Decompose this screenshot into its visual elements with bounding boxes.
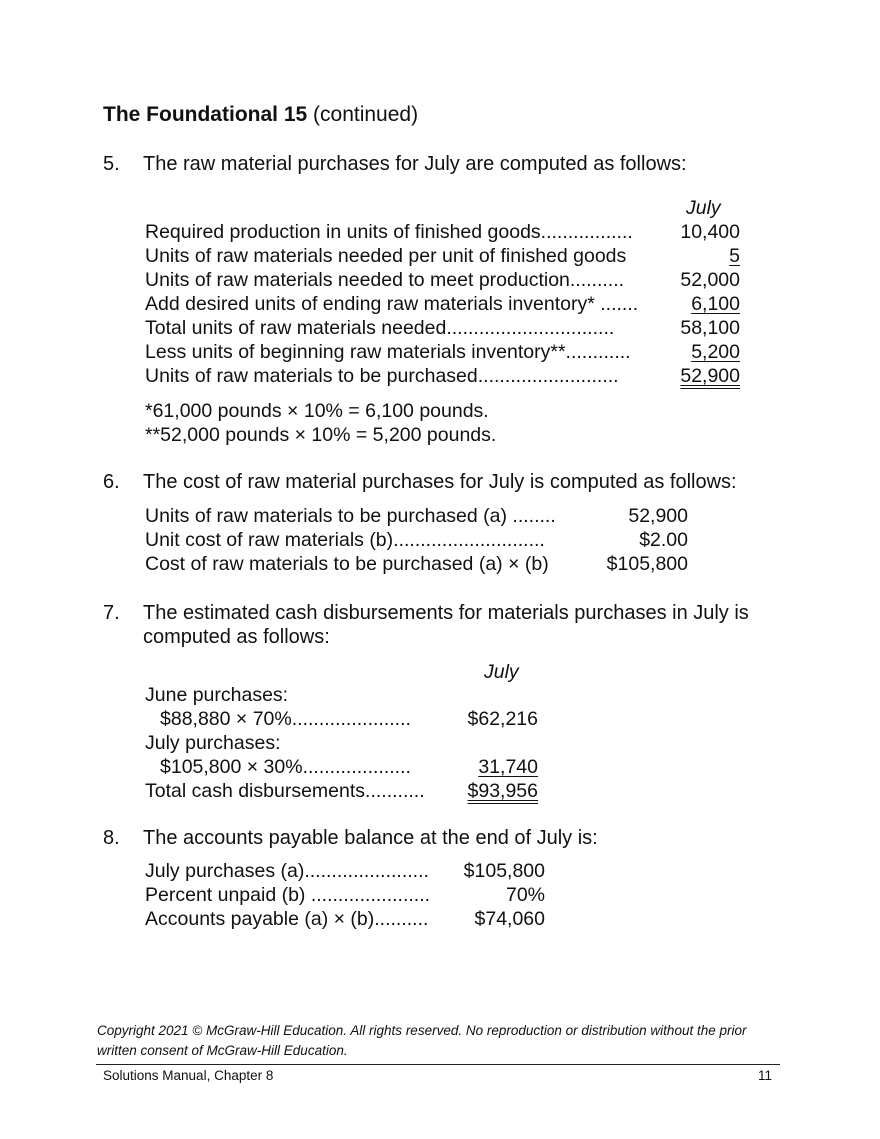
q6-table bbox=[145, 504, 690, 576]
q7-column-header: July bbox=[484, 661, 519, 683]
table-row bbox=[145, 316, 745, 340]
row-label: Unit cost of raw materials (b)............................ bbox=[145, 529, 545, 551]
table-row bbox=[145, 340, 745, 364]
q5-table bbox=[145, 220, 745, 388]
row-label: Units of raw materials needed per unit of finished goods bbox=[145, 245, 627, 267]
table-row bbox=[145, 779, 540, 803]
row-value: 70% bbox=[505, 884, 545, 906]
q6-number: 6. bbox=[103, 471, 120, 493]
q5-note-1: *61,000 pounds × 10% = 6,100 pounds. bbox=[145, 400, 489, 422]
table-row bbox=[145, 883, 547, 907]
row-label: Required production in units of finished goods................. bbox=[145, 221, 633, 243]
row-value: $105,800 bbox=[606, 553, 688, 575]
row-value: 52,900 bbox=[628, 505, 688, 527]
q8-table bbox=[145, 859, 547, 931]
row-label: $105,800 × 30%.................... bbox=[160, 756, 411, 778]
row-value: $62,216 bbox=[467, 708, 538, 730]
row-label: Percent unpaid (b) ...................... bbox=[145, 884, 431, 906]
table-row bbox=[145, 859, 547, 883]
table-row bbox=[145, 552, 690, 576]
row-label: Units of raw materials to be purchased (a) ........ bbox=[145, 505, 556, 527]
q7-table bbox=[145, 683, 540, 803]
row-value: 52,000 bbox=[680, 269, 740, 291]
q7-text-line2: computed as follows: bbox=[143, 626, 330, 648]
q7-number: 7. bbox=[103, 602, 120, 624]
table-row bbox=[145, 731, 540, 755]
row-value: 58,100 bbox=[680, 317, 740, 339]
table-row bbox=[145, 292, 745, 316]
row-value: $74,060 bbox=[474, 908, 545, 930]
row-value: $2.00 bbox=[639, 529, 688, 551]
row-value: 5 bbox=[729, 245, 740, 267]
copyright-line-2: written consent of McGraw-Hill Education. bbox=[97, 1043, 348, 1058]
row-label: Units of raw materials needed to meet production.......... bbox=[145, 269, 625, 291]
table-row bbox=[145, 528, 690, 552]
row-label: Accounts payable (a) × (b).......... bbox=[145, 908, 429, 930]
table-row bbox=[145, 364, 745, 388]
copyright-line-1: Copyright 2021 © McGraw-Hill Education. All rights reserved. No reproduction or distribution without the prior bbox=[97, 1023, 747, 1038]
q8-text: The accounts payable balance at the end of July is: bbox=[143, 827, 598, 849]
row-value: $93,956 bbox=[467, 780, 538, 802]
table-row bbox=[145, 683, 540, 707]
row-value: 52,900 bbox=[680, 365, 740, 387]
row-label: Add desired units of ending raw materials inventory* ....... bbox=[145, 293, 639, 315]
q5-number: 5. bbox=[103, 153, 120, 175]
row-value: 5,200 bbox=[691, 341, 740, 363]
footer-left: Solutions Manual, Chapter 8 bbox=[103, 1068, 274, 1083]
row-label: Less units of beginning raw materials inventory**............ bbox=[145, 341, 631, 363]
q5-text: The raw material purchases for July are computed as follows: bbox=[143, 153, 687, 175]
table-row bbox=[145, 220, 745, 244]
row-value: $105,800 bbox=[463, 860, 545, 882]
table-row bbox=[145, 907, 547, 931]
row-label: July purchases: bbox=[145, 732, 281, 754]
page-number: 11 bbox=[758, 1068, 773, 1083]
row-label: Total cash disbursements........... bbox=[145, 780, 425, 802]
table-row bbox=[145, 504, 690, 528]
row-label: Total units of raw materials needed............................... bbox=[145, 317, 615, 339]
row-label: Cost of raw materials to be purchased (a) × (b) bbox=[145, 553, 549, 575]
table-row bbox=[145, 755, 540, 779]
table-row bbox=[145, 244, 745, 268]
row-value: 6,100 bbox=[691, 293, 740, 315]
table-row bbox=[145, 707, 540, 731]
q6-text: The cost of raw material purchases for July is computed as follows: bbox=[143, 471, 737, 493]
row-label: $88,880 × 70%...................... bbox=[160, 708, 411, 730]
table-row bbox=[145, 268, 745, 292]
title-bold: The Foundational 15 bbox=[103, 103, 308, 126]
footer-divider bbox=[96, 1064, 780, 1065]
row-value: 31,740 bbox=[478, 756, 538, 778]
q8-number: 8. bbox=[103, 827, 120, 849]
row-label: June purchases: bbox=[145, 684, 289, 706]
q5-note-2: **52,000 pounds × 10% = 5,200 pounds. bbox=[145, 424, 497, 446]
page-title bbox=[103, 103, 418, 127]
q7-text-line1: The estimated cash disbursements for materials purchases in July is bbox=[143, 602, 749, 624]
row-label: July purchases (a)....................... bbox=[145, 860, 429, 882]
title-rest: (continued) bbox=[307, 103, 419, 126]
row-value: 10,400 bbox=[680, 221, 740, 243]
row-label: Units of raw materials to be purchased.......................... bbox=[145, 365, 619, 387]
q5-column-header: July bbox=[686, 197, 721, 219]
